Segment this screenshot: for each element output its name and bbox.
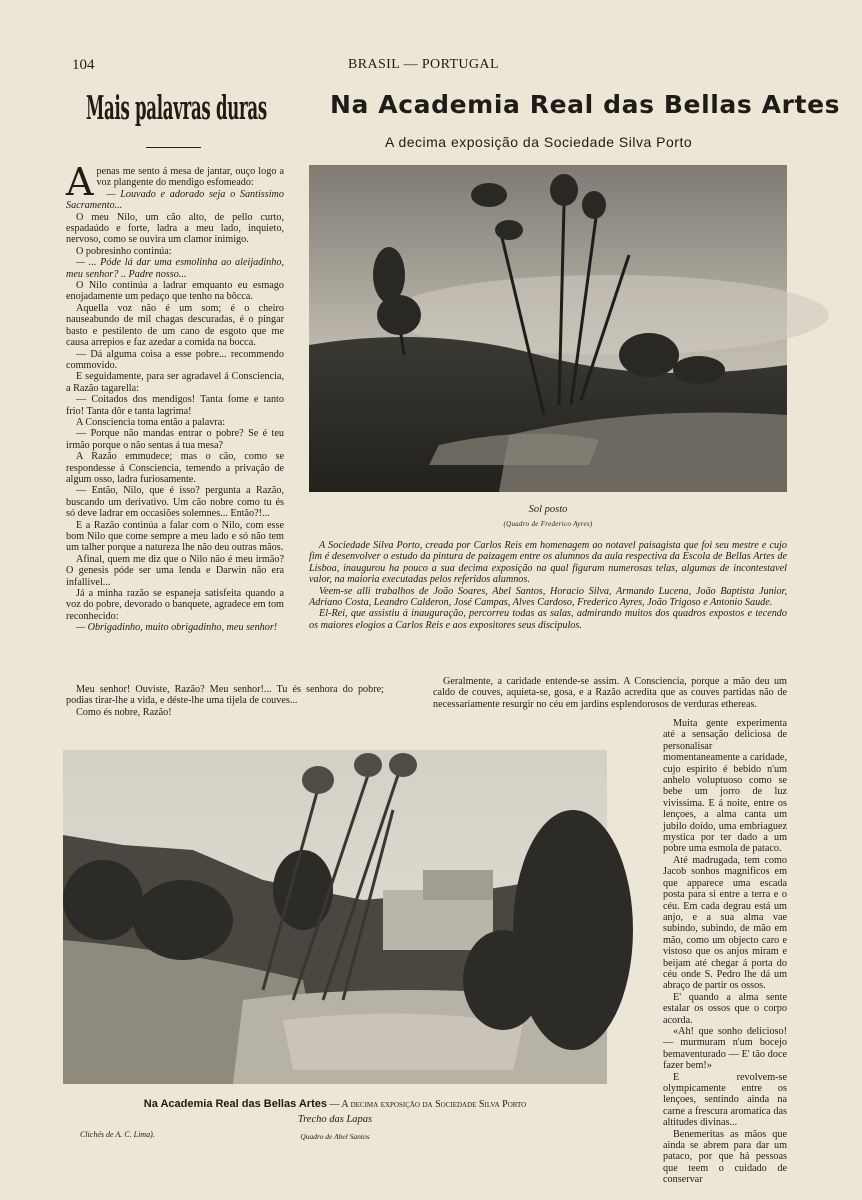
running-title: BRASIL — PORTUGAL — [348, 57, 499, 72]
paragraph: E a Razão continúa a falar com o Nilo, com esse bom Nilo que come sempre a meu lado e só não tem um talher porque a natureza lhe não deu outras mãos. — [66, 519, 284, 554]
paragraph: A Sociedade Silva Porto, creada por Carlos Reis em homenagem ao notavel paisagista que foi seu mestre e cujo fim é desenvolver o estudo da pintura de paizagem entre os alumnos da aula respectiva da Escola de Bellas Artes de Lisboa, inaugurou ha pouco a sua decima exposição na qual figuram numerosas telas, algumas de incontestavel valor, na maioria executadas pelos referidos alumnos. — [309, 540, 787, 586]
paragraph: O pobresinho continúa: — [76, 245, 172, 257]
continuation-paragraph — [433, 676, 787, 722]
bottom-caption-credit: Quadro de Abel Santos — [300, 1132, 370, 1141]
paragraph: — Porque não mandas entrar o pobre? Se é teu irmão porque o não sentas á tua mesa? — [66, 428, 284, 451]
painting-trecho-das-lapas-image — [63, 750, 607, 1084]
paragraph: Já a minha razão se espaneja satisfeita quando a voz do pobre, devorado o banquete, agradece em tom reconhecido: — [66, 588, 284, 622]
right-article-body — [309, 540, 787, 650]
paragraph: A Consciencia toma então a palavra: — [76, 416, 226, 428]
bottom-caption-subtitle: Trecho das Lapas — [297, 1114, 373, 1125]
paragraph: Até madrugada, tem como Jacob sonhos magnificos em que apparece uma escada posta para si entre a terra e o céu. Em cada degrau está um anjo, e a sua alma vae subindo, subindo, de mão em mão, como um objecto caro e vistoso que os anjos miram e beijam até chegar á porta do céu onde S. Pedro lhe dá um abraço de partir os ossos. — [663, 854, 787, 992]
paragraph: Veem-se alli trabalhos de João Soares, Abel Santos, Horacio Silva, Armando Lucena, João Baptista Junior, Adriano Costa, Leandro Calderon, José Campas, Alves Cardoso, Frederico Ayres, João Trigoso e Antonio Saude. — [309, 585, 787, 609]
drop-cap: A — [66, 160, 94, 204]
paragraph: — Dá alguma coisa a esse pobre... recommendo commovido. — [66, 348, 284, 371]
paragraph: E revolvem-se olympicamente entre os lençoes, sentindo ainda na carne a frescura aromatica das altitudes divinas... — [663, 1071, 787, 1129]
photo1-caption-title: Sol posto — [528, 504, 568, 515]
bottom-caption-title-bold: Na Academia Real das Bellas Artes — [143, 1098, 327, 1110]
paragraph: penas me sento á mesa de jantar, ouço logo a voz plangente do mendigo esfomeado: — [96, 166, 284, 189]
paragraph: E' quando a alma sente estalar os ossos que o corpo acorda. — [663, 991, 787, 1026]
paragraph: Meu senhor! Ouviste, Razão? Meu senhor!... Tu és senhora do pobre; podias tirar-lhe a vida, e déste-lhe uma tijela de couves... — [66, 684, 384, 707]
paragraph: A Razão emmudece; mas o cão, como se respondesse á Consciencia, temendo a privação de algum osso, ladra furiosamente. — [66, 451, 284, 485]
title-rule — [146, 147, 201, 148]
painting-sol-posto — [309, 165, 787, 492]
paragraph: Muita gente experimenta até a sensação deliciosa de personalisar momentaneamente a caridade, cujo espirito é bebido n'um anhelo voluptuoso como se bebe um jorro de luz vivissima. E á noite, entre os lençoes, a alma canta um jubilo doido, uma embriaguez mystica por ter dado a um pobre uma esmola de pataco. — [663, 718, 787, 855]
painting-trecho-das-lapas — [63, 750, 607, 1084]
paragraph: Afinal, quem me diz que o Nilo não é meu irmão? O genesis póde ser uma lenda e Darwin não era infallivel... — [66, 553, 284, 588]
paragraph: Geralmente, a caridade entende-se assim. A Consciencia, porque a mão deu um caldo de couves, aquieta-se, gosa, e a Razão acredita que as couves partidas não de necessariamente resurgir no céu em jardins esplendorosos de verduras ethereas. — [433, 676, 787, 710]
paragraph: O meu Nilo, um cão alto, de pello curto, espadaúdo e forte, ladra a meu lado, inquieto, nervoso, como se ouvira um clamor inimigo. — [66, 211, 284, 246]
bottom-caption-title-rest: — A decima exposição da Sociedade Silva Porto — [326, 1099, 527, 1110]
paragraph: Como és nobre, Razão! — [76, 706, 172, 718]
cliches-credit: Clichés de A. C. Lima). — [80, 1130, 155, 1139]
paragraph: — Então, Nilo, que é isso? pergunta a Razão, buscando um derivativo. Um cão nobre como tu és só deve ladrar em occasiões solemnes... Então?!... — [66, 485, 284, 520]
paragraph: — Obrigadinho, muito obrigadinho, meu senhor! — [76, 622, 278, 634]
paragraph: — Coitados dos mendigos! Tanta fome e tanto frio! Tanta dôr e tanta lagrima! — [66, 394, 284, 417]
paragraph: Benemeritas as mãos que ainda se abrem para dar um pataco, por que há pessoas que teem o cuidado de conservar — [663, 1128, 787, 1186]
paragraph: — ... Póde lá dar uma esmolinha ao aleijadinho, meu senhor? .. Padre nosso... — [66, 257, 284, 280]
left-article-title: Mais palavras duras — [86, 88, 267, 127]
painting-sol-posto-image — [309, 165, 787, 492]
left-article-body — [66, 160, 284, 682]
paragraph: Aquella voz não é um som; é o cheiro nauseabundo de mil chagas descuradas, é o pingar basto e pestilento de um cano de esgoto que me causa arrepios e faz azedar a comida na bocca. — [66, 302, 284, 349]
right-article-title: Na Academia Real das Bellas Artes — [330, 90, 841, 119]
left-article-closing — [66, 684, 384, 740]
paragraph: «Ah! que sonho delicioso! — murmuram n'um bocejo bemaventurado — E' tão doce fazer bem!» — [663, 1025, 787, 1072]
bottom-caption-title — [63, 1098, 607, 1110]
paragraph: E seguidamente, para ser agradavel á Consciencia, a Razão tagarella: — [66, 371, 284, 394]
paragraph: — Louvado e adorado seja o Santissimo Sacramento... — [66, 188, 284, 212]
right-article-subtitle: A decima exposição da Sociedade Silva Porto — [385, 134, 693, 150]
paragraph: O Nilo continúa a ladrar emquanto eu esmago enojadamente um pedaço que tenho na bôcca. — [66, 280, 284, 303]
paragraph: El-Rei, que assistiu á inauguração, percorreu todas as salas, admirando muitos dos quadros expostos e tecendo os maiores elogios a Carlos Reis e aos expositores seus discipulos. — [309, 608, 787, 631]
page-number: 104 — [72, 57, 95, 73]
photo1-caption-credit: (Quadro de Frederico Ayres) — [503, 520, 593, 528]
continuation-side-column — [663, 718, 787, 1186]
